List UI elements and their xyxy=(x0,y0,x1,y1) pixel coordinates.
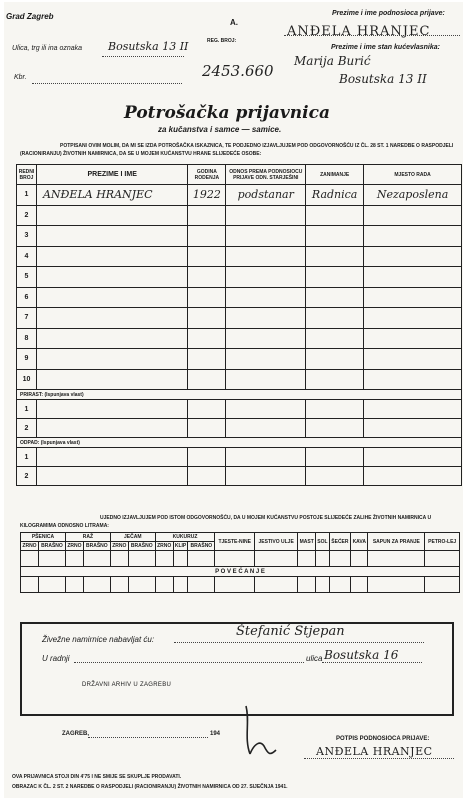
row-number: 6 xyxy=(17,287,37,308)
empty-cell xyxy=(226,448,306,467)
empty-cell xyxy=(226,467,306,486)
group-jecam: JEČAM xyxy=(110,533,155,542)
empty-cell xyxy=(188,400,226,419)
row-occupation: Radnica xyxy=(306,185,364,206)
scribble-signature-icon xyxy=(240,702,284,762)
odpad-label: ODPAD: (Ispunjava vlast) xyxy=(17,438,462,448)
prirast-row xyxy=(17,400,462,419)
row-occupation xyxy=(306,369,364,390)
supplier-street-line xyxy=(322,662,422,663)
povecanje-values-row xyxy=(21,577,460,593)
row-number: 2 xyxy=(17,419,37,438)
empty-cell xyxy=(364,467,462,486)
table-row xyxy=(17,308,462,329)
prirast-label: PRIRAST: (Ispunjava vlast) xyxy=(17,390,462,400)
row-number: 1 xyxy=(17,400,37,419)
sub-col: BRAŠNO xyxy=(39,542,66,551)
col-header-occupation: ZANIMANJE xyxy=(306,165,364,185)
row-relation xyxy=(226,287,306,308)
date-line xyxy=(88,737,208,738)
supplier-value: Štefanić Stjepan xyxy=(236,624,345,639)
col-header-name: PREZIME I IME xyxy=(36,165,187,185)
table-row xyxy=(17,205,462,226)
sub-col: ZRNO xyxy=(157,543,172,549)
empty-cell xyxy=(188,467,226,486)
group-psenica: PŠENICA xyxy=(21,533,66,542)
row-name xyxy=(36,308,187,329)
kbr-label: Kbr. xyxy=(14,74,27,81)
povecanje-label: P O V E Ć A N J E xyxy=(21,567,460,577)
row-name xyxy=(36,369,187,390)
row-occupation xyxy=(306,308,364,329)
row-name xyxy=(36,349,187,370)
signature-line xyxy=(304,758,454,759)
row-occupation xyxy=(306,246,364,267)
col-sol: SOL xyxy=(316,533,329,551)
prirast-header xyxy=(17,390,462,400)
row-year xyxy=(188,308,226,329)
form-page xyxy=(4,2,463,798)
supplier-label: Živežne namirnice nabavljat ću: xyxy=(42,635,155,644)
row-workplace xyxy=(364,308,462,329)
empty-cell xyxy=(306,419,364,438)
intro-text: POTPISANI OVIM MOLIM, DA MI SE IZDA POTROŠAČKA ISKAZNICA, TE PODJEDNO IZJAVLJUJEM POD ODGOVORNOŠĆU IZ ČL. 28 ST. 1 NAREDBE O RASPODJELI (RACIONIRANJU) ŽIVOTNIH NAMIRNICA, DA SE U MOJEM KUĆANSTVU HRANE SLIJEDEĆE OSOBE: xyxy=(20,143,454,157)
row-relation xyxy=(226,328,306,349)
row-name: ANĐELA HRANJEC xyxy=(36,185,187,206)
row-relation xyxy=(226,267,306,288)
stock-values-row xyxy=(21,551,460,567)
sub-col: BRAŠNO xyxy=(83,542,110,551)
empty-cell xyxy=(36,467,187,486)
row-workplace xyxy=(364,369,462,390)
row-number: 1 xyxy=(17,448,37,467)
sub-col: ZRNO xyxy=(112,543,127,549)
col-header-no: REDNI BROJ xyxy=(17,165,37,185)
group-kukuruz: KUKURUZ xyxy=(155,533,215,542)
row-number: 2 xyxy=(17,205,37,226)
empty-cell xyxy=(364,400,462,419)
row-relation xyxy=(226,226,306,247)
table-row xyxy=(17,226,462,247)
row-year: 1922 xyxy=(188,185,226,206)
row-relation xyxy=(226,246,306,267)
col-kava: KAVA xyxy=(351,533,368,551)
row-occupation xyxy=(306,287,364,308)
applicant-value: ANĐELA HRANJEC xyxy=(287,24,431,39)
table-row xyxy=(17,185,462,206)
row-number: 1 xyxy=(17,185,37,206)
empty-cell xyxy=(226,419,306,438)
landlord-value: Marija Burić xyxy=(294,54,371,68)
row-occupation xyxy=(306,349,364,370)
empty-cell xyxy=(364,448,462,467)
row-name xyxy=(36,267,187,288)
row-year xyxy=(188,328,226,349)
row-workplace xyxy=(364,267,462,288)
form-title: Potrošačka prijavnica xyxy=(124,103,330,123)
stock-table xyxy=(20,532,460,593)
empty-cell xyxy=(306,400,364,419)
supplier-street-label: ulica xyxy=(306,654,323,663)
group-raz: RAŽ xyxy=(65,533,110,542)
sub-col: KLIP xyxy=(174,543,187,549)
table-row xyxy=(17,369,462,390)
row-year xyxy=(188,349,226,370)
row-occupation xyxy=(306,205,364,226)
row-workplace xyxy=(364,328,462,349)
signature-value: ANĐELA HRANJEC xyxy=(316,745,433,758)
row-number: 4 xyxy=(17,246,37,267)
row-workplace xyxy=(364,287,462,308)
empty-cell xyxy=(306,448,364,467)
row-workplace xyxy=(364,349,462,370)
col-mast: MAST xyxy=(298,533,316,551)
row-year xyxy=(188,246,226,267)
supplier-line xyxy=(174,642,424,643)
col-tjestenine: TJESTE-NINE xyxy=(215,533,255,551)
row-workplace xyxy=(364,246,462,267)
street-label: Ulica, trg ili ina oznaka xyxy=(12,45,83,52)
table-row xyxy=(17,349,462,370)
series-label: A. xyxy=(230,18,238,27)
row-workplace: Nezaposlena xyxy=(364,185,462,206)
row-relation xyxy=(226,205,306,226)
col-header-relation: ODNOS PREMA PODNOSIOCU PRIJAVE ODN. STARJEŠINI xyxy=(226,165,306,185)
row-year xyxy=(188,205,226,226)
row-workplace xyxy=(364,226,462,247)
odpad-row xyxy=(17,467,462,486)
reg-number: 2453.660 xyxy=(202,62,274,80)
odpad-header xyxy=(17,438,462,448)
empty-cell xyxy=(364,419,462,438)
place-label: ZAGREB, xyxy=(62,731,89,737)
row-year xyxy=(188,267,226,288)
col-header-year: GODINA RODENJA xyxy=(188,165,226,185)
archive-stamp: DRŽAVNI ARHIV U ZAGREBU xyxy=(82,682,172,688)
applicant-line xyxy=(284,35,460,36)
sub-col: ZRNO xyxy=(22,543,37,549)
table-row xyxy=(17,267,462,288)
row-year xyxy=(188,369,226,390)
row-relation xyxy=(226,349,306,370)
kbr-line xyxy=(32,78,182,84)
col-secer: ŠEĆER xyxy=(329,533,351,551)
decree-note: OBRAZAC K ČL. 2 ST. 2 NAREDBE O RASPODJELI (RACIONIRANJU) ŽIVOTNIH NAMIRNICA OD 27. SIJEČNJA 1941. xyxy=(12,784,288,790)
empty-cell xyxy=(226,400,306,419)
sub-col: BRAŠNO xyxy=(188,542,215,551)
row-relation: podstanar xyxy=(226,185,306,206)
empty-cell xyxy=(188,448,226,467)
row-year xyxy=(188,226,226,247)
household-table xyxy=(16,164,462,486)
row-number: 10 xyxy=(17,369,37,390)
year-label: 194 xyxy=(210,731,221,737)
row-relation xyxy=(226,308,306,329)
row-name xyxy=(36,287,187,308)
col-sapun: SAPUN ZA PRANJE xyxy=(368,533,425,551)
empty-cell xyxy=(36,419,187,438)
row-number: 5 xyxy=(17,267,37,288)
row-number: 3 xyxy=(17,226,37,247)
row-name xyxy=(36,226,187,247)
row-number: 9 xyxy=(17,349,37,370)
row-number: 2 xyxy=(17,467,37,486)
applicant-label: Prezime i ime podnosioca prijave: xyxy=(332,10,445,17)
prirast-row xyxy=(17,419,462,438)
row-number: 7 xyxy=(17,308,37,329)
row-occupation xyxy=(306,267,364,288)
reg-label: REG. BROJ: xyxy=(207,38,237,44)
empty-cell xyxy=(36,400,187,419)
odpad-row xyxy=(17,448,462,467)
sub-col: ZRNO xyxy=(67,543,82,549)
col-petrolej: PETRO-LEJ xyxy=(425,533,460,551)
signature-label: POTPIS PODNOSIOCA PRIJAVE: xyxy=(336,736,430,742)
row-name xyxy=(36,205,187,226)
landlord-label: Prezime i ime stan kućevlasnika: xyxy=(331,44,440,51)
row-name xyxy=(36,328,187,349)
stock-intro: UJEDNO IZJAVLJUJEM POD ISTOM ODGOVORNOŠĆU, DA U MOJEM KUĆANSTVU POSTOJE SLIJEDEĆE ZALIHE ŽIVOTNIH NAMIRNICA U KILOGRAMIMA ODNOSNO LITRAMA: xyxy=(20,515,432,529)
street-value: Bosutska 13 II xyxy=(108,40,189,53)
col-ulje: JESTIVO ULJE xyxy=(255,533,298,551)
empty-cell xyxy=(306,467,364,486)
row-year xyxy=(188,287,226,308)
shop-label: U radnji xyxy=(42,654,70,663)
table-row xyxy=(17,328,462,349)
landlord-street: Bosutska 13 II xyxy=(339,72,427,86)
col-header-workplace: MJESTO RADA xyxy=(364,165,462,185)
row-name xyxy=(36,246,187,267)
row-number: 8 xyxy=(17,328,37,349)
table-row xyxy=(17,287,462,308)
row-workplace xyxy=(364,205,462,226)
price-note: OVA PRIJAVNICA STOJI DIN 4'75 I NE SMIJE SE SKUPLJE PRODAVATI. xyxy=(12,774,182,780)
empty-cell xyxy=(36,448,187,467)
shop-line xyxy=(74,662,304,663)
row-occupation xyxy=(306,226,364,247)
empty-cell xyxy=(188,419,226,438)
form-subtitle: za kučanstva i samce — samice. xyxy=(158,125,282,134)
table-row xyxy=(17,246,462,267)
sub-col: BRAŠNO xyxy=(128,542,155,551)
supplier-street-value: Bosutska 16 xyxy=(324,648,399,662)
row-occupation xyxy=(306,328,364,349)
city-label: Grad Zagreb xyxy=(6,12,54,21)
row-relation xyxy=(226,369,306,390)
